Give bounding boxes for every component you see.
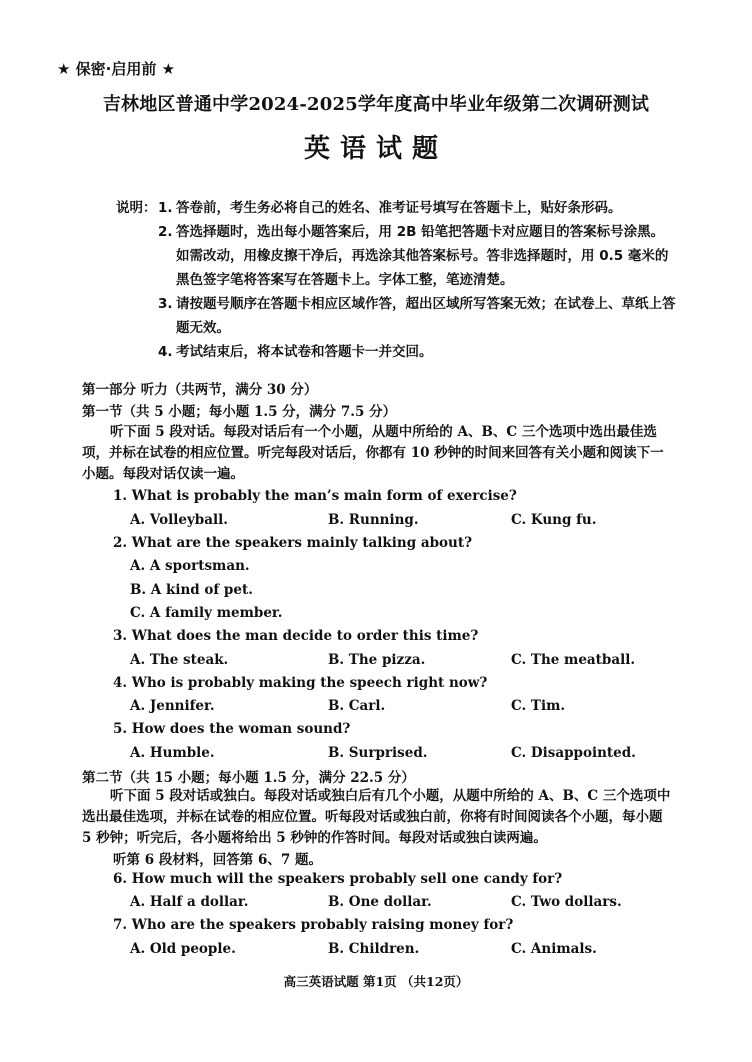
option-c: C. A family member. [130,605,283,621]
section2-instructions: 听下面 5 段对话或独白。每段对话或独白后有几个小题，从题中所给的 A、B、C 三个选项中选出最佳选项，并标在试卷的相应位置。听每段对话或独白前，你将有时间阅读各个小题，每小题 5 秒钟；听完后，各小题将给出 5 秒钟的作答时间。每段对话或独白读两遍。 [82,788,671,846]
instructions-notes [116,196,676,364]
subject-title: 英语试题 [303,134,448,164]
note-number: 3. [158,296,173,312]
question-stem: 6. How much will the speakers probably sell one candy for? [113,871,563,887]
note-text: 答选择题时，选出每小题答案后，用 2B 铅笔把答题卡对应题目的答案标号涂黑。如需改动，用橡皮擦干净后，再选涂其他答案标号。答非选择题时，用 0.5 毫米的黑色签字笔将答案写在答题卡上。字体工整，笔迹清楚。 [176,224,669,288]
note-item [116,292,676,340]
question-stem: 3. What does the man decide to order this time? [113,628,479,644]
note-item [116,220,676,292]
note-number: 4. [158,344,173,360]
option-c: C. Kung fu. [511,512,597,528]
option-c: C. Two dollars. [511,894,622,910]
note-text: 考试结束后，将本试卷和答题卡一并交回。 [176,344,433,360]
note-number: 1. [158,200,173,216]
note-item [116,340,676,364]
question-stem: 5. How does the woman sound? [113,721,351,737]
section2-heading: 第二节（共 15 小题；每小题 1.5 分，满分 22.5 分） [82,770,415,786]
note-text: 请按题号顺序在答题卡相应区域作答，超出区域所写答案无效；在试卷上、草纸上答题无效。 [176,296,676,336]
note-number: 2. [158,224,173,240]
section1-instructions: 听下面 5 段对话。每段对话后有一个小题，从题中所给的 A、B、C 三个选项中选出最佳选项，并标在试卷的相应位置。听完每段对话后，你都有 10 秒钟的时间来回答有关小题和阅读下一小题。每段对话仅读一遍。 [82,424,664,482]
part1-heading: 第一部分 听力（共两节，满分 30 分） [82,382,318,398]
option-a: A. The steak. [130,652,229,668]
page-footer: 高三英语试题 第1页 （共12页） [283,974,469,989]
option-a: A. Volleyball. [130,512,228,528]
option-b: B. One dollar. [328,894,432,910]
option-b: B. Surprised. [328,745,428,761]
option-b: B. Running. [328,512,419,528]
question-stem: 7. Who are the speakers probably raising money for? [113,917,514,933]
option-a: A. A sportsman. [130,558,250,574]
confidential-label: ★ 保密·启用前 ★ [57,60,176,78]
question-stem: 2. What are the speakers mainly talking about? [113,535,473,551]
question-stem: 1. What is probably the man’s main form of exercise? [113,488,517,504]
option-a: A. Jennifer. [130,698,215,714]
note-item [116,196,676,220]
section1-heading: 第一节（共 5 小题；每小题 1.5 分，满分 7.5 分） [82,404,397,420]
exam-title: 吉林地区普通中学2024-2025学年度高中毕业年级第二次调研测试 [102,94,650,115]
option-b: B. A kind of pet. [130,582,253,598]
option-b: B. Carl. [328,698,386,714]
option-c: C. Animals. [511,941,597,957]
option-a: A. Old people. [130,941,236,957]
question-stem: 4. Who is probably making the speech right now? [113,675,488,691]
option-c: C. The meatball. [511,652,636,668]
option-c: C. Disappointed. [511,745,636,761]
note-text: 答卷前，考生务必将自己的姓名、准考证号填写在答题卡上，贴好条形码。 [176,200,622,216]
note-lead: 说明： [116,200,157,216]
material-note: 听第 6 段材料，回答第 6、7 题。 [113,852,322,868]
option-c: C. Tim. [511,698,566,714]
option-a: A. Half a dollar. [130,894,249,910]
option-b: B. The pizza. [328,652,426,668]
option-b: B. Children. [328,941,420,957]
option-a: A. Humble. [130,745,215,761]
